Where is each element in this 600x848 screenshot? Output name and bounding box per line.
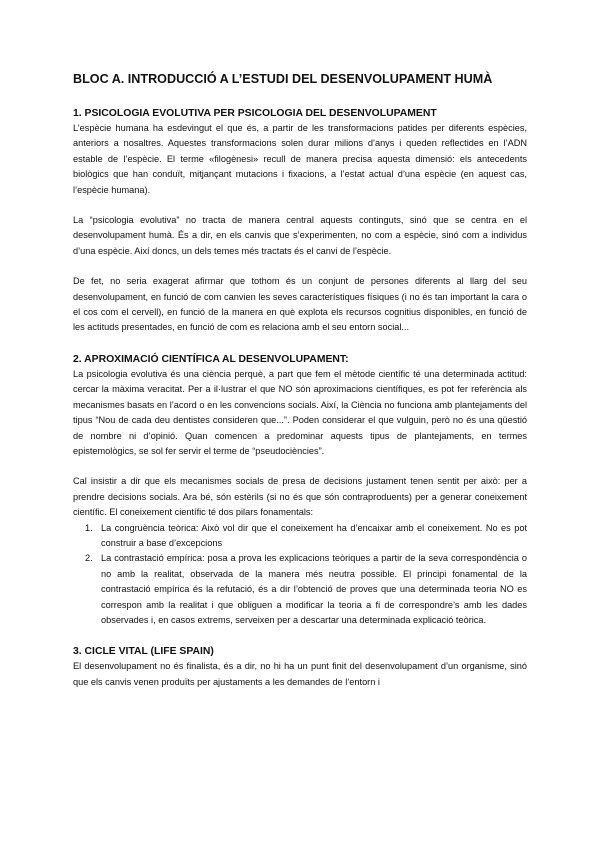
list-item (73, 551, 527, 628)
list-item-text: La congruència teòrica: Això vol dir que el coneixement ha d’encaixar amb el coneixement. No es pot construir a base d’excepcions (101, 522, 527, 548)
section-aproximacio-cientifica (73, 352, 527, 629)
list-item (73, 521, 527, 552)
paragraph: El desenvolupament no és finalista, és a dir, no hi ha un punt finit del desenvolupament d’un organisme, sinó que els canvis venen produïts per ajustaments a les demandes de l’entorn i (73, 661, 527, 687)
section-heading: 3. CICLE VITAL (LIFE SPAIN) (73, 646, 214, 658)
list-item-number: 2. (85, 553, 93, 564)
paragraph: La psicologia evolutiva és una ciència perquè, a part que fem el mètode científic té una determinada actitud: cercar la màxima veracitat. Per a il·lustrar el que NO són aproximacions científiques, es pot fer referència als mecanismes basats en l’acord o en les convencions socials. Així, la Ciència no funciona amb plantejaments del tipus “Nou de cada deu dentistes consideren que...”. Poden considerar el que vulguin, però no és una qüestió de nombre ni d’opinió. Quan comencen a predominar aquests tipus de plantejaments, en termes epistemològics, se sol fer servir el terme de “pseudociències”. (73, 368, 527, 456)
document-body (73, 72, 527, 690)
section-heading: 2. APROXIMACIÓ CIENTÍFICA AL DESENVOLUPAMENT: (73, 353, 349, 365)
document-title: BLOC A. INTRODUCCIÓ A L’ESTUDI DEL DESENVOLUPAMENT HUMÀ (73, 72, 493, 86)
list-item-number: 1. (85, 522, 93, 533)
paragraph: Cal insistir a dir que els mecanismes socials de presa de decisions justament tenen sentit per això: per a prendre decisions socials. Ara bé, són estèrils (si no és que són contraproduents) per a generar coneixement científic. El coneixement científic té dos pilars fonamentals: (73, 476, 527, 518)
section-heading: 1. PSICOLOGIA EVOLUTIVA PER PSICOLOGIA DEL DESENVOLUPAMENT (73, 108, 437, 119)
section-psicologia-evolutiva (73, 106, 527, 336)
paragraph: La “psicologia evolutiva” no tracta de manera central aquests continguts, sinó que se centra en el desenvolupament humà. És a dir, en els canvis que s’experimenten, no com a espècie, sinó com a individus d’una espècie. Així doncs, un dels temes més tractats és el canvi de l’espècie. (73, 215, 527, 256)
list-item-text: La contrastació empírica: posa a prova les explicacions teòriques a partir de la seva correspondència o no amb la realitat, observada de la manera més neutra possible. El principi fonamental de la contrastació empírica és la refutació, és a dir l’obtenció de proves que una determinada teoria NO es correspon amb la realitat i que obliguen a modificar la teoria a fi de correspondre’s amb les dades observades i, en casos extrems, serveixen per a descartar una determinada explicació teòrica. (101, 553, 527, 625)
paragraph: L’espècie humana ha esdevingut el que és, a partir de les transformacions patides per diferents espècies, anteriors a nosaltres. Aquestes transformacions solen durar milions d’anys i queden reflectides en l’ADN estable de l’espècie. El terme «filogènesi» recull de manera precisa aquesta dimensió: els antecedents biològics que han conduït, mitjançant mutacions i fixacions, a l’estat actual d’una espècie (en aquest cas, l’espècie humana). (73, 123, 527, 195)
paragraph: De fet, no seria exagerat afirmar que tothom és un conjunt de persones diferents al llarg del seu desenvolupament, en funció de com canvien les seves característiques físiques (i no és tan important la cara o el cos com el cervell), en funció de la manera en què explota els recursos cognitius disponibles, en funció de les actituds presentades, en funció de com es relaciona amb el seu entorn social... (73, 276, 527, 333)
section-cicle-vital (73, 644, 527, 690)
numbered-list (73, 521, 527, 629)
